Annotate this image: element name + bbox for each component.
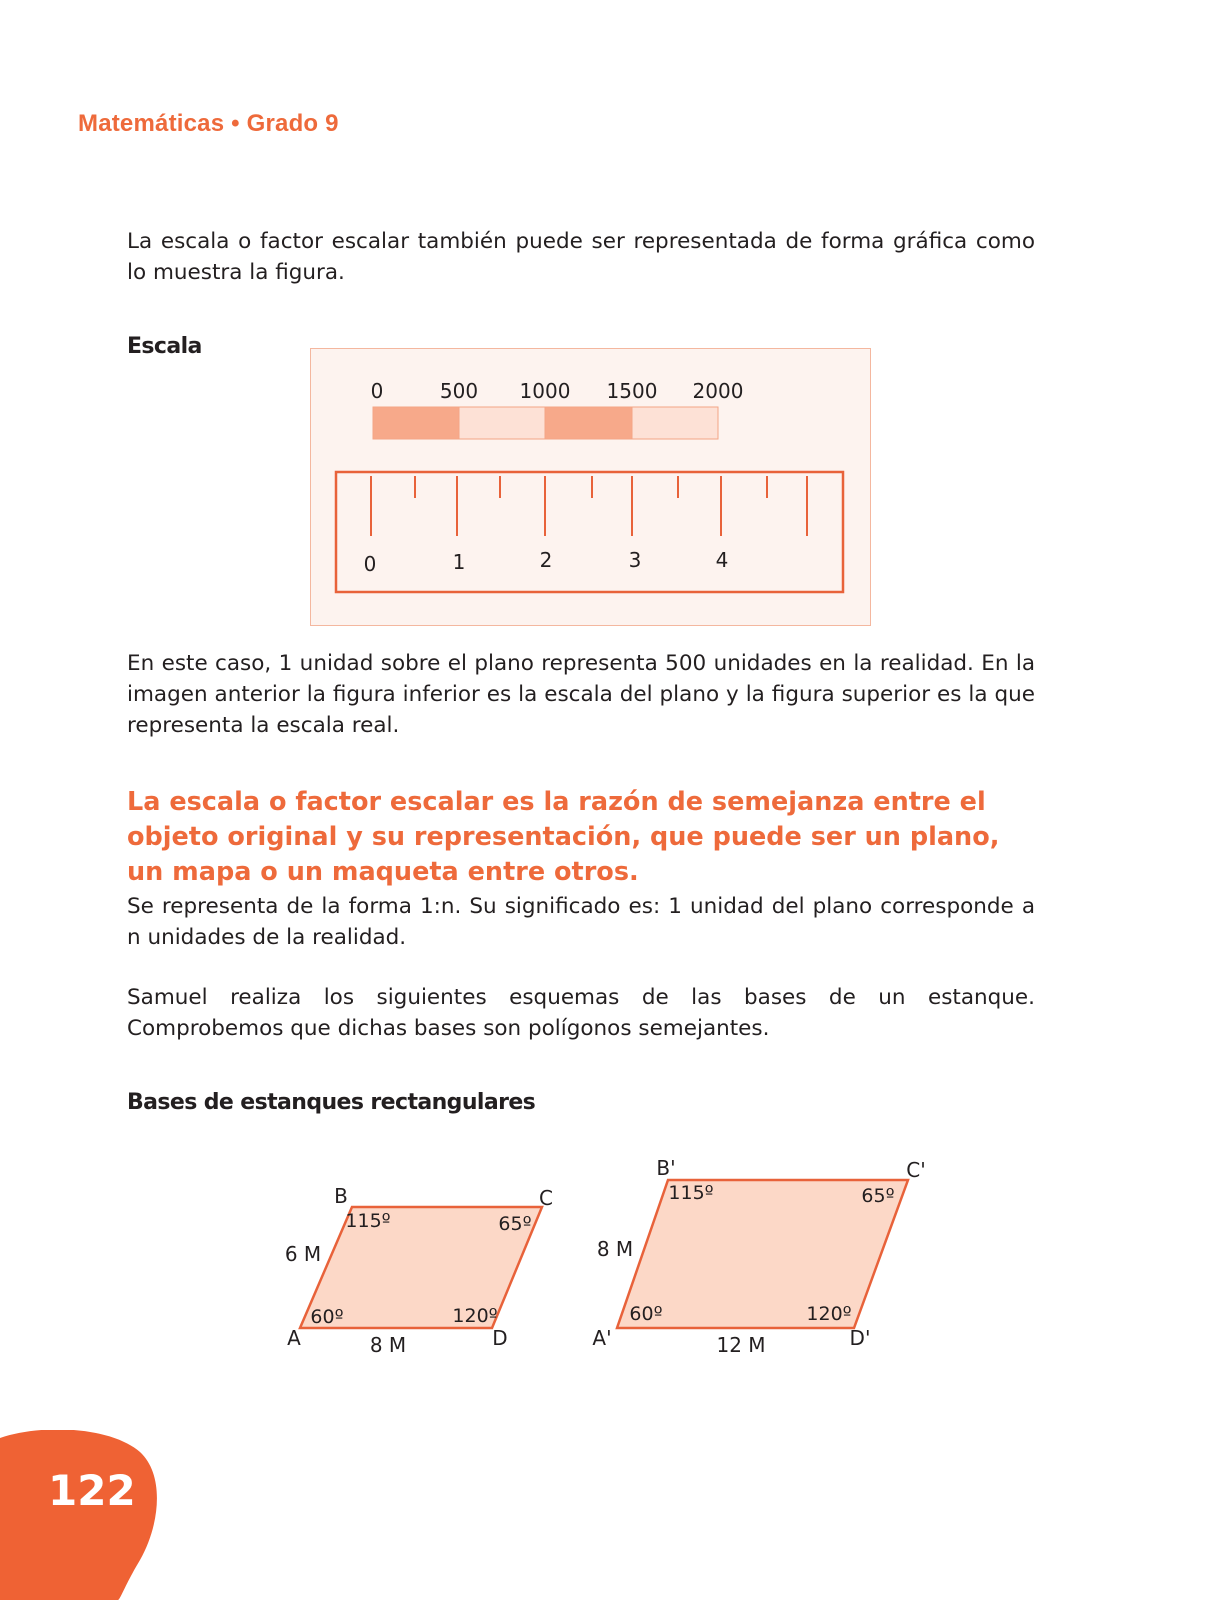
problem-paragraph: Samuel realiza los siguientes esquemas de las bases de un estanque. Comprobemos que dichas bases son polígonos semejantes. [127,985,1035,1041]
side-label-left: 6 M [284,1242,322,1266]
scale-segment-dark [545,407,632,439]
definition-highlight: La escala o factor escalar es la razón de semejanza entre el objeto original y su representación, que puede ser un plano, un mapa o un maqueta entre otros. [127,787,1000,887]
explanation-paragraph: En este caso, 1 unidad sobre el plano representa 500 unidades en la realidad. En la imagen anterior la figura inferior es la escala del plano y la figura superior es la que representa la escala real. [127,651,1035,738]
page-number: 122 [48,1466,136,1515]
vertex-label-a: A [287,1326,301,1350]
angle-label-b-prime: 115º [668,1182,714,1204]
side-label-left-prime: 8 M [596,1237,634,1261]
bottom-tick-label: 0 [363,552,377,576]
top-tick-label: 500 [439,379,479,403]
bottom-tick-label: 4 [715,548,729,572]
scale-label: Escala [127,334,202,359]
angle-label-b: 115º [345,1210,391,1232]
bottom-tick-label: 1 [452,550,466,574]
bottom-tick-label: 3 [628,548,642,572]
intro-paragraph: La escala o factor escalar también puede ser representada de forma gráfica como lo muestra la figura. [127,229,1035,285]
angle-label-a: 60º [310,1306,344,1328]
scale-segment-dark [373,407,459,439]
top-tick-label: 1000 [519,379,571,403]
side-label-bottom: 8 M [369,1333,407,1357]
notation-paragraph: Se representa de la forma 1:n. Su significado es: 1 unidad del plano corresponde a n unidades de la realidad. [127,894,1035,950]
angle-label-d: 120º [452,1305,498,1327]
vertex-label-d-prime: D' [849,1326,871,1350]
shapes-label: Bases de estanques rectangulares [127,1090,536,1115]
top-tick-label: 2000 [692,379,744,403]
top-tick-label: 1500 [606,379,658,403]
parallelograms-figure [270,1150,970,1370]
top-tick-label: 0 [370,379,384,403]
angle-label-c-prime: 65º [861,1185,895,1207]
header-title: Matemáticas • Grado 9 [78,110,339,137]
angle-label-c: 65º [498,1213,532,1235]
scale-segment-light [632,407,718,439]
angle-label-d-prime: 120º [806,1303,852,1325]
scale-figure-background [311,349,871,626]
vertex-label-b: B [334,1184,348,1208]
side-label-bottom-prime: 12 M [716,1333,766,1357]
bottom-tick-label: 2 [539,548,553,572]
vertex-label-a-prime: A' [592,1326,612,1350]
vertex-label-d: D [492,1326,508,1350]
scale-segment-light [459,407,545,439]
angle-label-a-prime: 60º [629,1303,663,1325]
vertex-label-b-prime: B' [656,1156,676,1180]
vertex-label-c: C [539,1186,553,1210]
page-number-shape [0,1430,157,1600]
vertex-label-c-prime: C' [906,1158,926,1182]
scale-figure [310,348,872,628]
page-number-badge [0,1430,170,1600]
